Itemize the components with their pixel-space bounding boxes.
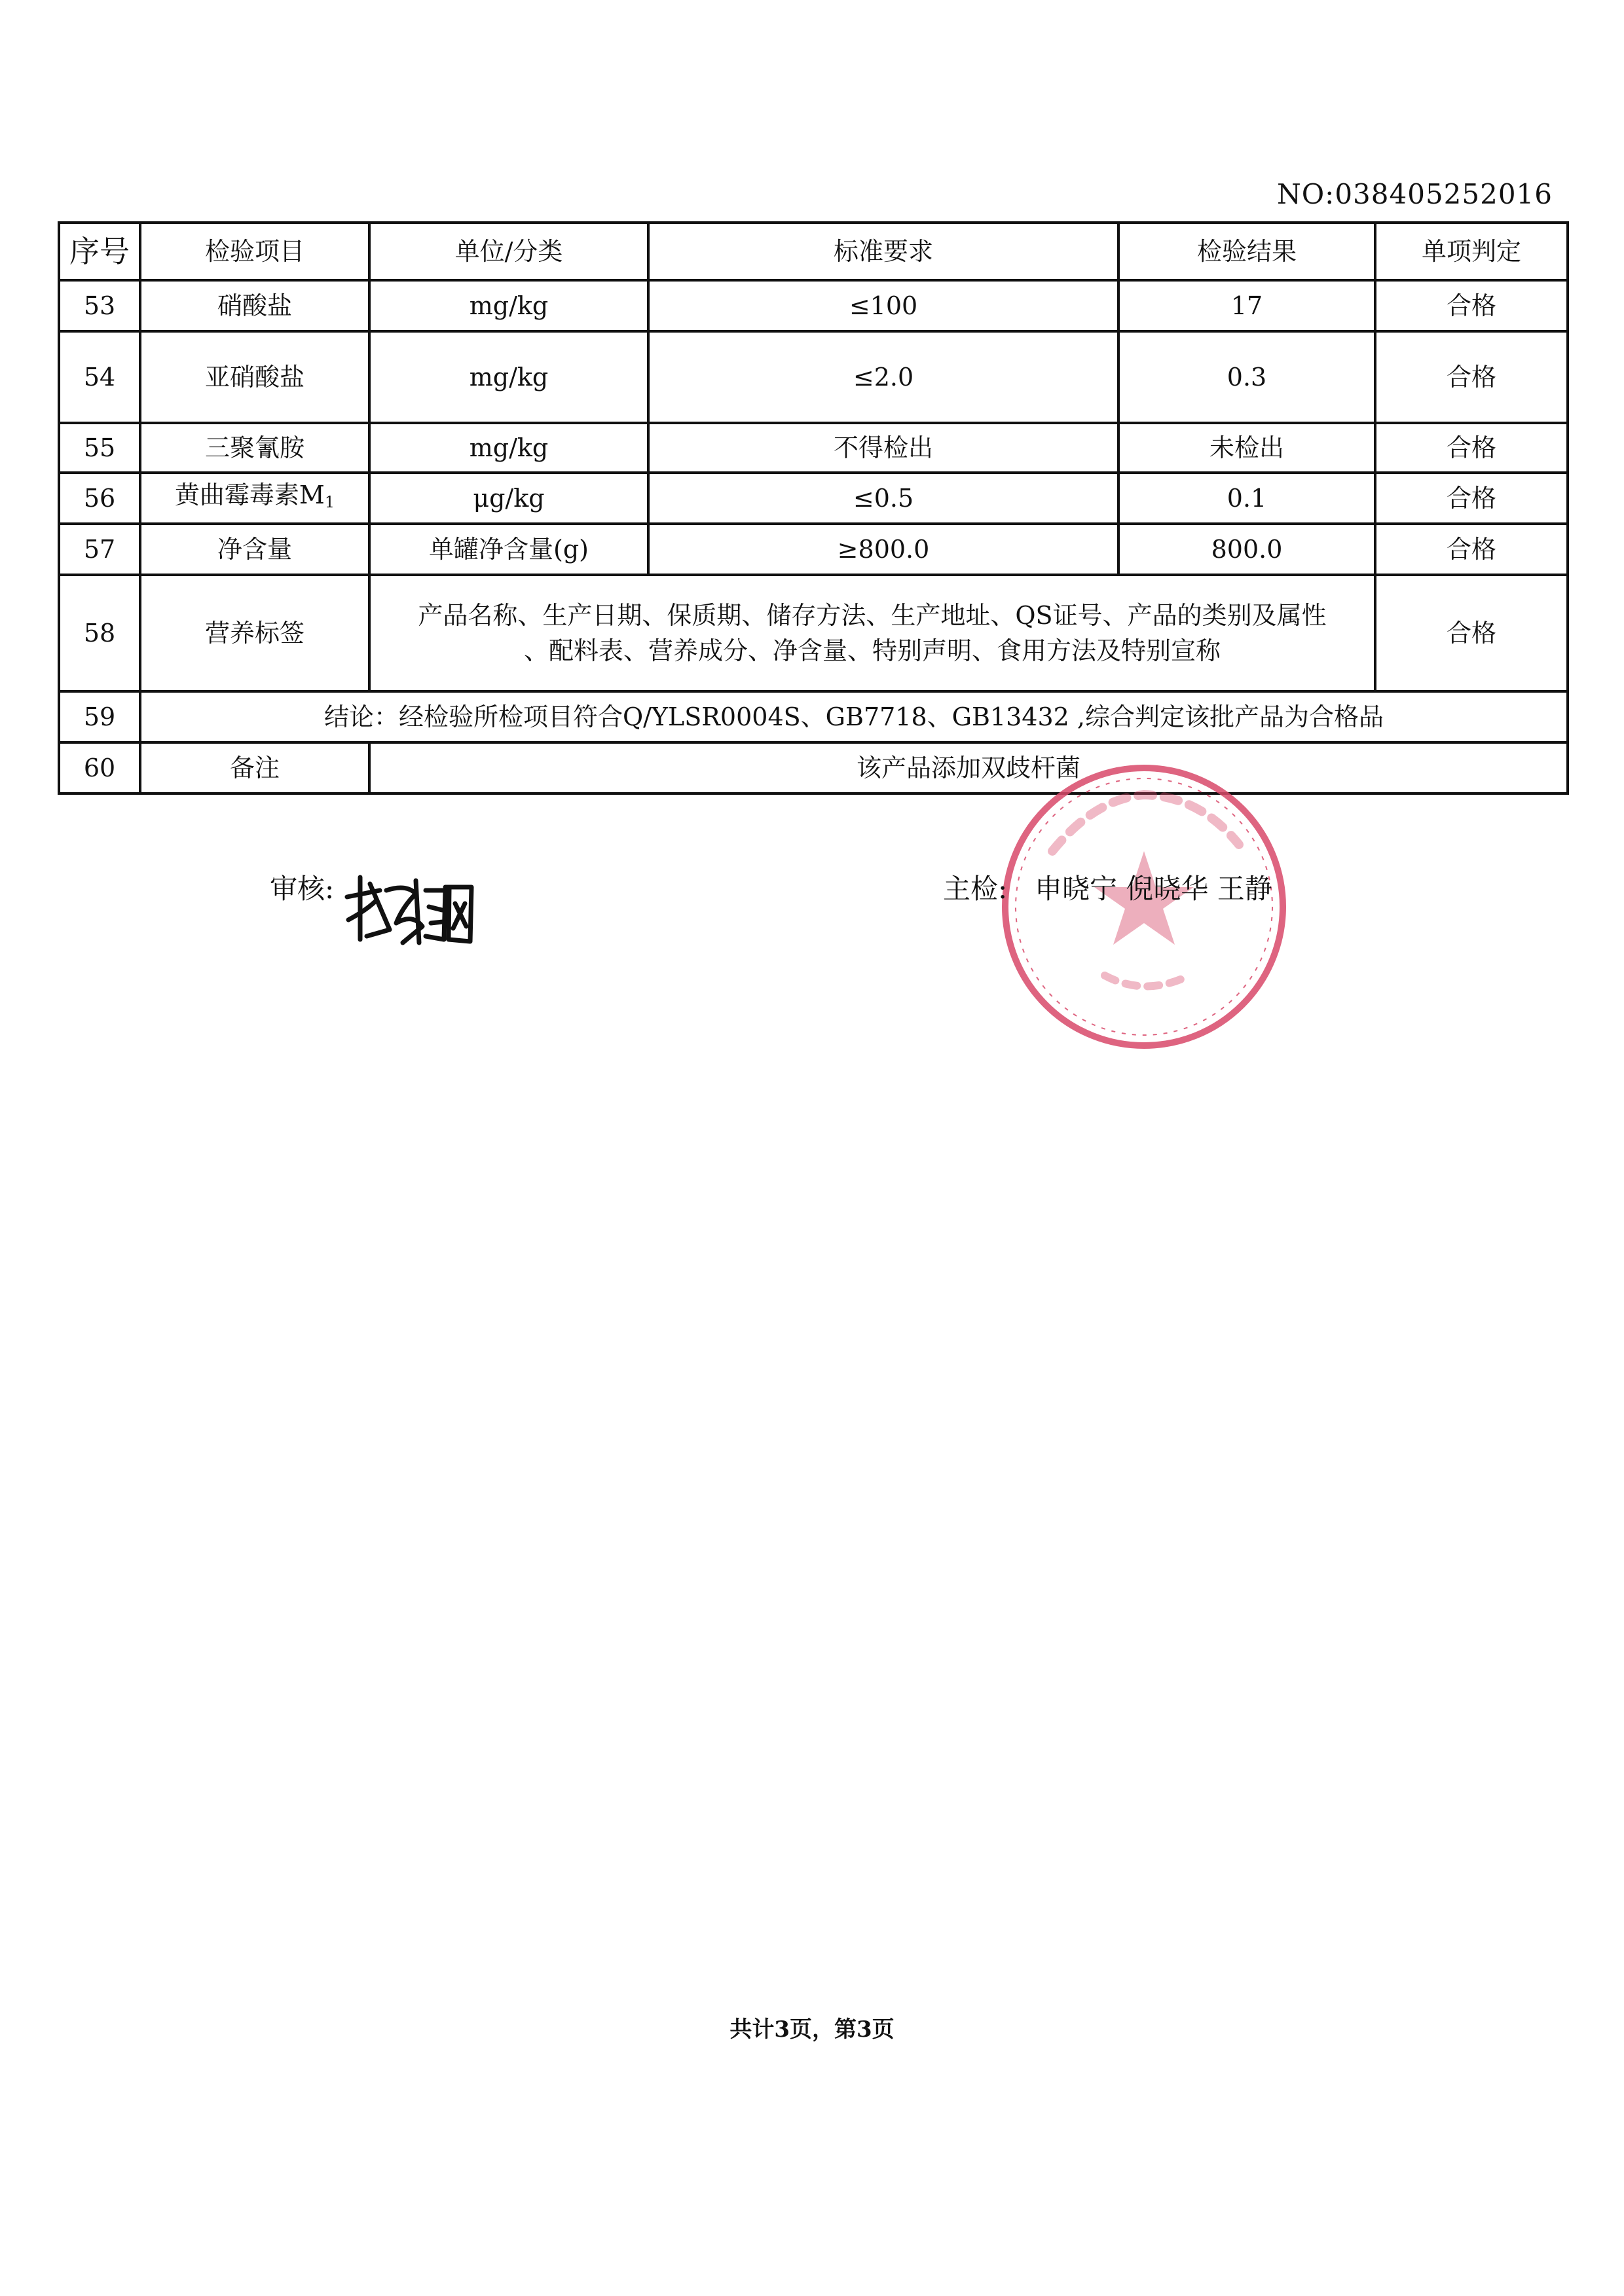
cell-remark-text: 该产品添加双歧杆菌 [369, 742, 1568, 793]
cell-seq: 56 [59, 473, 140, 524]
header-result: 检验结果 [1118, 223, 1375, 280]
table-row-conclusion [59, 691, 1568, 742]
table-row [59, 473, 1568, 524]
label-requirement-line-1: 产品名称、生产日期、保质期、储存方法、生产地址、QS证号、产品的类别及属性 [418, 601, 1327, 630]
cell-seq: 57 [59, 524, 140, 575]
table-row [59, 331, 1568, 423]
page-footer: 共计3页，第3页 [729, 2016, 895, 2043]
cell-item: 营养标签 [140, 575, 369, 691]
audit-label: 审核: [270, 873, 335, 905]
cell-seq: 54 [59, 331, 140, 423]
header-unit: 单位/分类 [369, 223, 648, 280]
cell-standard: ≤100 [648, 280, 1118, 331]
audit-signature [341, 871, 478, 949]
cell-result: 0.1 [1118, 473, 1375, 524]
header-item: 检验项目 [140, 223, 369, 280]
cell-seq: 55 [59, 423, 140, 473]
cell-result: 未检出 [1118, 423, 1375, 473]
cell-unit: mg/kg [369, 331, 648, 423]
seal-graphic [1005, 768, 1283, 1046]
cell-judgment: 合格 [1375, 524, 1568, 575]
cell-standard: ≤0.5 [648, 473, 1118, 524]
cell-standard: ≤2.0 [648, 331, 1118, 423]
cell-standard: ≥800.0 [648, 524, 1118, 575]
cell-item-text: 黄曲霉毒素M [174, 480, 325, 509]
cell-unit: mg/kg [369, 423, 648, 473]
cell-judgment: 合格 [1375, 423, 1568, 473]
cell-item [140, 473, 369, 524]
cell-seq: 60 [59, 742, 140, 793]
table-row [59, 524, 1568, 575]
cell-conclusion: 结论：经检验所检项目符合Q/YLSR0004S、GB7718、GB13432 ,综合判定该批产品为合格品 [140, 691, 1568, 742]
table-header-row [59, 223, 1568, 280]
cell-item: 亚硝酸盐 [140, 331, 369, 423]
cell-seq: 58 [59, 575, 140, 691]
table-row [59, 423, 1568, 473]
cell-result: 17 [1118, 280, 1375, 331]
cell-unit: μg/kg [369, 473, 648, 524]
cell-judgment: 合格 [1375, 575, 1568, 691]
table-row-remark [59, 742, 1568, 793]
cell-standard: 不得检出 [648, 423, 1118, 473]
cell-remark-label: 备注 [140, 742, 369, 793]
table-row [59, 280, 1568, 331]
cell-item-subscript: 1 [324, 492, 335, 511]
cell-label-requirements [369, 575, 1375, 691]
cell-seq: 59 [59, 691, 140, 742]
inspection-table [58, 221, 1569, 795]
cell-judgment: 合格 [1375, 473, 1568, 524]
label-requirement-line-2: 、配料表、营养成分、净含量、特别声明、食用方法及特别宣称 [523, 636, 1221, 665]
inspector-names: 申晓宁 倪晓华 王静 [1035, 873, 1272, 905]
cell-item: 净含量 [140, 524, 369, 575]
cell-judgment: 合格 [1375, 280, 1568, 331]
document-number: NO:038405252016 [1277, 178, 1553, 210]
cell-seq: 53 [59, 280, 140, 331]
inspector-label: 主检: [943, 873, 1008, 905]
cell-item: 三聚氰胺 [140, 423, 369, 473]
cell-result: 800.0 [1118, 524, 1375, 575]
cell-result: 0.3 [1118, 331, 1375, 423]
header-seq: 序号 [59, 223, 140, 280]
table-row-label [59, 575, 1568, 691]
company-seal [990, 753, 1298, 1061]
cell-item: 硝酸盐 [140, 280, 369, 331]
cell-unit: 单罐净含量(g) [369, 524, 648, 575]
cell-judgment: 合格 [1375, 331, 1568, 423]
header-judgment: 单项判定 [1375, 223, 1568, 280]
header-standard: 标准要求 [648, 223, 1118, 280]
cell-unit: mg/kg [369, 280, 648, 331]
